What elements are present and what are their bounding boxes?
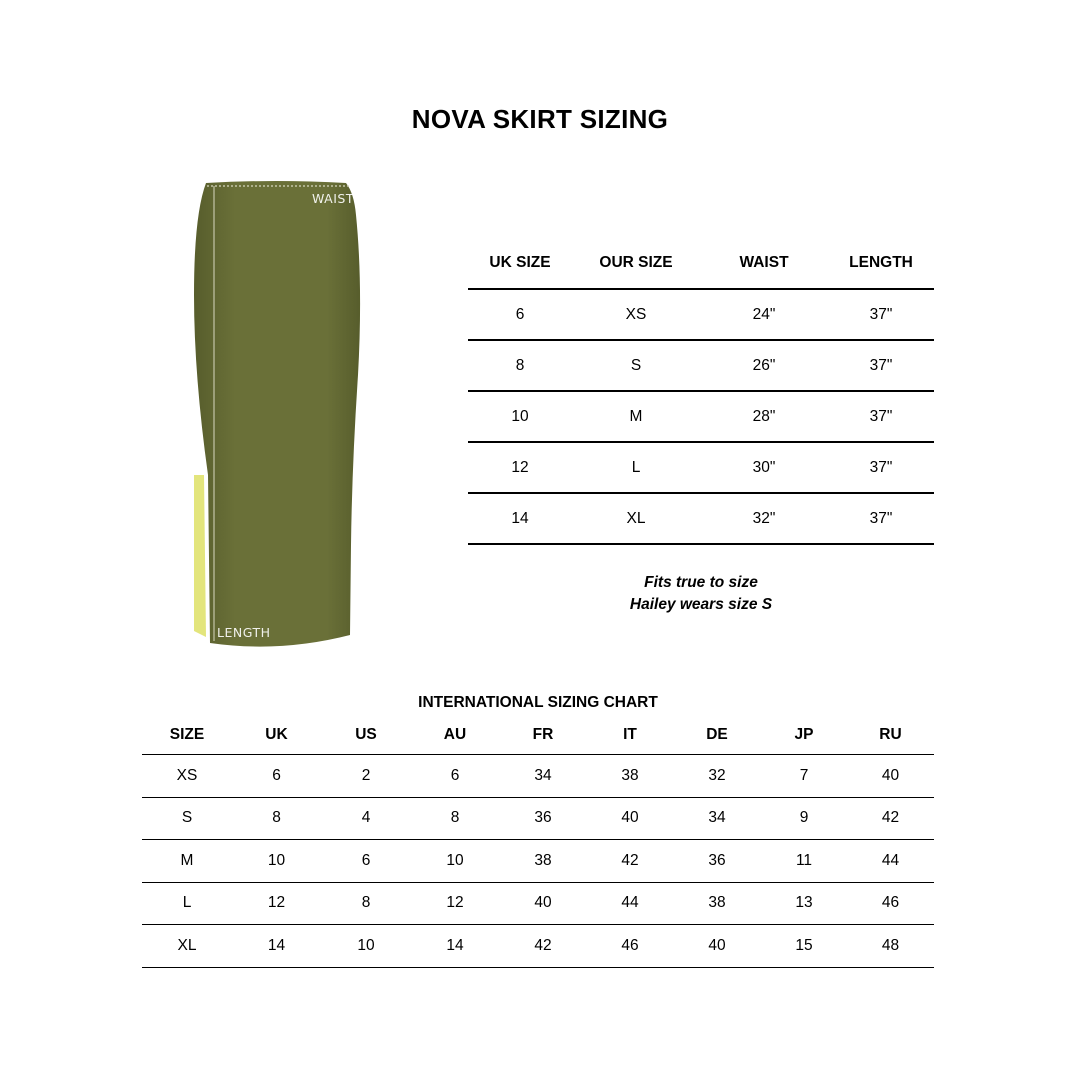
table-cell: 4 [321,797,411,840]
table-cell: XL [572,493,700,544]
table-cell: 8 [232,797,321,840]
page-title: NOVA SKIRT SIZING [411,104,669,134]
table-row [142,755,934,798]
column-header: FR [499,716,587,755]
table-cell: 24" [700,289,828,340]
international-header-row [142,716,934,755]
column-header: UK [232,716,321,755]
column-header: WAIST [700,238,828,289]
skirt-image [180,175,380,655]
size-table [468,238,934,545]
table-cell: 10 [232,840,321,883]
table-cell: 37" [828,391,934,442]
table-cell: 14 [232,925,321,968]
table-cell: 6 [411,755,499,798]
table-cell: 44 [587,882,673,925]
table-cell: 37" [828,493,934,544]
table-row [468,391,934,442]
table-cell: L [572,442,700,493]
fit-note-line: Hailey wears size S [629,596,773,613]
international-sizing-table [142,716,934,968]
table-row [142,882,934,925]
table-cell: 38 [499,840,587,883]
table-cell: 30" [700,442,828,493]
table-cell: 37" [828,442,934,493]
table-cell: 32" [700,493,828,544]
column-header: UK SIZE [468,238,572,289]
table-row [142,840,934,883]
table-cell: 40 [847,755,934,798]
table-cell: 38 [587,755,673,798]
table-cell: 42 [847,797,934,840]
table-cell: 15 [761,925,847,968]
column-header: RU [847,716,934,755]
table-row [468,289,934,340]
table-cell: 32 [673,755,761,798]
table-cell: 13 [761,882,847,925]
table-cell: 10 [321,925,411,968]
column-header: AU [411,716,499,755]
table-cell: 36 [673,840,761,883]
column-header: IT [587,716,673,755]
skirt-body [194,181,360,647]
table-cell: 8 [411,797,499,840]
fit-note [468,572,934,616]
table-cell: 46 [587,925,673,968]
table-cell: 7 [761,755,847,798]
table-cell: S [142,797,232,840]
table-cell: 10 [468,391,572,442]
table-cell: 2 [321,755,411,798]
table-cell: 37" [828,340,934,391]
table-cell: 12 [468,442,572,493]
table-cell: 48 [847,925,934,968]
table-cell: 42 [587,840,673,883]
table-cell: 6 [468,289,572,340]
table-cell: XS [572,289,700,340]
table-cell: 38 [673,882,761,925]
table-row [468,493,934,544]
international-chart-title: INTERNATIONAL SIZING CHART [418,694,658,711]
table-cell: 40 [673,925,761,968]
table-row [468,442,934,493]
table-row [142,925,934,968]
table-cell: 11 [761,840,847,883]
table-cell: 14 [468,493,572,544]
table-cell: M [142,840,232,883]
table-cell: 40 [587,797,673,840]
table-cell: 12 [411,882,499,925]
table-cell: M [572,391,700,442]
table-row [142,797,934,840]
table-cell: 12 [232,882,321,925]
table-cell: 34 [499,755,587,798]
column-header: US [321,716,411,755]
table-cell: 9 [761,797,847,840]
table-cell: 8 [321,882,411,925]
table-cell: 6 [321,840,411,883]
waist-label: WAIST [312,191,354,206]
column-header: LENGTH [828,238,934,289]
table-cell: 46 [847,882,934,925]
column-header: SIZE [142,716,232,755]
table-cell: 37" [828,289,934,340]
column-header: OUR SIZE [572,238,700,289]
column-header: DE [673,716,761,755]
table-cell: 40 [499,882,587,925]
table-cell: S [572,340,700,391]
column-header: JP [761,716,847,755]
table-cell: XS [142,755,232,798]
table-cell: XL [142,925,232,968]
table-cell: 8 [468,340,572,391]
table-cell: 26" [700,340,828,391]
table-cell: 36 [499,797,587,840]
table-cell: 44 [847,840,934,883]
table-cell: 6 [232,755,321,798]
skirt-illustration [180,175,380,655]
table-row [468,340,934,391]
table-cell: 34 [673,797,761,840]
size-table-header-row [468,238,934,289]
table-cell: L [142,882,232,925]
length-label: LENGTH [217,625,271,640]
table-cell: 42 [499,925,587,968]
table-cell: 14 [411,925,499,968]
skirt-lining [194,475,206,637]
table-cell: 28" [700,391,828,442]
fit-note-line: Fits true to size [644,574,758,591]
table-cell: 10 [411,840,499,883]
